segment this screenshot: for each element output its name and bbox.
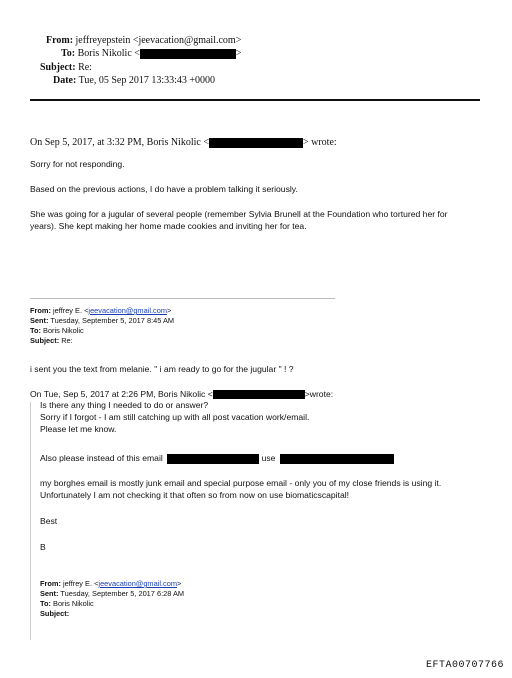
msg3-to-row bbox=[40, 599, 94, 609]
msg2-from-row bbox=[30, 306, 171, 316]
reply1-paragraph-1: Sorry for not responding. bbox=[30, 159, 125, 169]
reply2-sign-off: Best bbox=[40, 516, 58, 526]
msg3-from-end: > bbox=[177, 579, 182, 588]
msg2-to-value: Boris Nikolic bbox=[43, 326, 84, 335]
header-subject-row bbox=[40, 62, 92, 73]
header-from-row bbox=[46, 35, 241, 46]
header-date-row bbox=[53, 75, 215, 86]
header-from-value: jeffreyepstein <jeevacation@gmail.com> bbox=[75, 35, 242, 46]
msg2-from-name: jeffrey E. < bbox=[53, 306, 89, 315]
msg2-sent-row bbox=[30, 316, 174, 326]
redaction-box bbox=[209, 138, 303, 148]
header-date-label: Date: bbox=[53, 75, 77, 86]
redaction-box bbox=[167, 454, 259, 464]
reply2-also-line bbox=[40, 453, 394, 465]
msg3-subject-row bbox=[40, 609, 69, 619]
reply1-paragraph-3-line-2: years). She kept making her home made cookies and inviting her for tea. bbox=[30, 221, 307, 231]
reply2-attribution-prefix: On Tue, Sep 5, 2017 at 2:26 PM, Boris Nikolic < bbox=[30, 389, 213, 399]
msg2-subject-label: Subject: bbox=[30, 336, 60, 345]
reply1-paragraph-3-line-1: She was going for a jugular of several people (remember Sylvia Brunell at the Foundation who tortured her for bbox=[30, 209, 448, 219]
quote-bar bbox=[30, 402, 31, 640]
msg3-from-email-link[interactable]: jeevacation@gmail.com bbox=[98, 579, 177, 588]
msg2-from-label: From: bbox=[30, 306, 51, 315]
reply2-body-2: Unfortunately I am not checking it that often so from now on use biomaticscapital! bbox=[40, 490, 350, 500]
header-to-suffix: > bbox=[235, 48, 242, 59]
redaction-box bbox=[213, 390, 305, 399]
header-subject-value: Re: bbox=[78, 62, 92, 73]
msg2-from-email-link[interactable]: jeevacation@gmail.com bbox=[88, 306, 167, 315]
bates-number: EFTA00707766 bbox=[425, 660, 504, 671]
header-subject-label: Subject: bbox=[40, 62, 76, 73]
msg2-to-row bbox=[30, 326, 84, 336]
msg3-to-value: Boris Nikolic bbox=[53, 599, 94, 608]
msg2-to-label: To: bbox=[30, 326, 41, 335]
redaction-box bbox=[140, 49, 236, 59]
reply1-attribution-prefix: On Sep 5, 2017, at 3:32 PM, Boris Nikolic < bbox=[30, 137, 209, 148]
msg3-sent-label: Sent: bbox=[40, 589, 59, 598]
header-to-row bbox=[61, 48, 242, 59]
msg3-from-label: From: bbox=[40, 579, 61, 588]
reply2-body-1: my borghes email is mostly junk email and special purpose email - only you of my close friends is using it. bbox=[40, 478, 442, 488]
header-to-label: To: bbox=[61, 48, 76, 59]
msg3-to-label: To: bbox=[40, 599, 51, 608]
reply2-line-2: Sorry if I forgot - I am still catching up with all post vacation work/email. bbox=[40, 412, 310, 422]
reply2-also-mid: use bbox=[261, 453, 276, 463]
msg2-subject-row bbox=[30, 336, 73, 346]
reply1-attribution-suffix: > wrote: bbox=[302, 137, 337, 148]
msg3-from-row bbox=[40, 579, 181, 589]
msg3-sent-row bbox=[40, 589, 184, 599]
reply2-initial: B bbox=[40, 542, 46, 552]
header-to-value: Boris Nikolic < bbox=[77, 48, 140, 59]
reply1-attribution bbox=[30, 137, 337, 148]
msg2-from-end: > bbox=[167, 306, 172, 315]
reply2-line-1: Is there any thing I needed to do or answer? bbox=[40, 400, 209, 410]
msg3-subject-label: Subject: bbox=[40, 609, 70, 618]
redaction-box bbox=[280, 454, 394, 464]
reply2-attribution-suffix: >wrote: bbox=[304, 389, 334, 399]
msg2-sent-label: Sent: bbox=[30, 316, 49, 325]
header-from-label: From: bbox=[46, 35, 74, 46]
quoted-divider bbox=[30, 298, 335, 299]
msg3-sent-value: Tuesday, September 5, 2017 6:28 AM bbox=[60, 589, 185, 598]
header-date-value: Tue, 05 Sep 2017 13:33:43 +0000 bbox=[78, 75, 216, 86]
reply2-attribution bbox=[30, 389, 333, 401]
msg2-subject-value: Re: bbox=[61, 336, 73, 345]
msg3-from-name: jeffrey E. < bbox=[63, 579, 99, 588]
msg2-body: i sent you the text from melanie. " i am ready to go for the jugular " ! ? bbox=[30, 364, 294, 374]
header-divider bbox=[30, 99, 480, 101]
reply2-line-3: Please let me know. bbox=[40, 424, 117, 434]
msg2-sent-value: Tuesday, September 5, 2017 8:45 AM bbox=[50, 316, 175, 325]
reply1-paragraph-2: Based on the previous actions, I do have a problem talking it seriously. bbox=[30, 184, 298, 194]
reply2-also-prefix: Also please instead of this email bbox=[40, 453, 163, 463]
